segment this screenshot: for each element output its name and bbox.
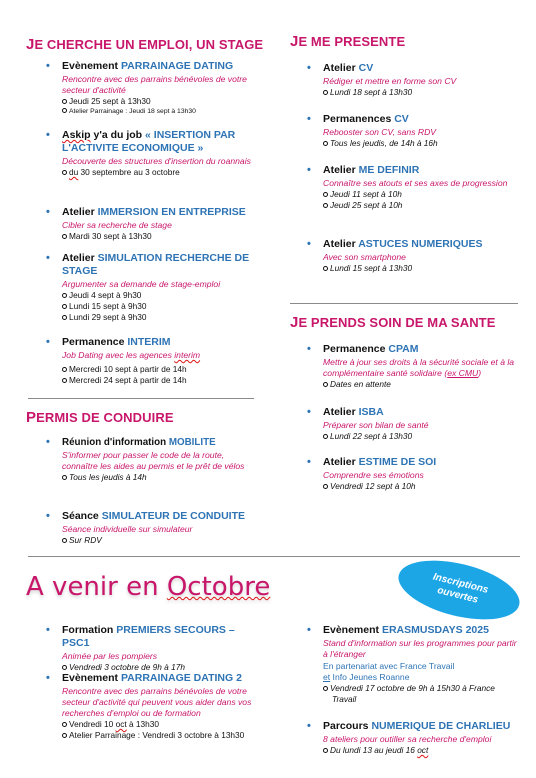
item-date: Tous les jeudis à 14h xyxy=(62,472,252,483)
item-description: Préparer son bilan de santé xyxy=(323,420,429,430)
item-date: Jeudi 25 sept à 13h30 xyxy=(62,96,252,107)
item-heading: Parcours NUMERIQUE DE CHARLIEU xyxy=(323,720,511,732)
item-heading: Permanence INTERIM xyxy=(62,336,171,348)
list-item xyxy=(46,206,252,242)
list-item xyxy=(307,343,519,390)
section-title-emploi: JE CHERCHE UN EMPLOI, UN STAGE xyxy=(26,36,264,53)
list-item xyxy=(46,510,252,546)
item-heading: Atelier ISBA xyxy=(323,406,384,418)
list-item xyxy=(307,456,518,492)
item-heading: Evènement PARRAINAGE DATING 2 xyxy=(62,672,242,684)
item-date: Lundi 29 sept à 9h30 xyxy=(62,312,252,323)
list-item xyxy=(46,336,252,386)
item-heading: Atelier ESTIME DE SOI xyxy=(323,456,437,468)
item-date: Atelier Parrainage : Vendredi 3 octobre à 13h30 xyxy=(62,730,258,741)
cmu-link[interactable]: ex CMU xyxy=(447,368,479,378)
item-heading: Atelier ME DEFINIR xyxy=(323,164,420,176)
item-description: Connaître ses atouts et ses axes de progression xyxy=(323,178,508,188)
item-heading: Séance SIMULATEUR DE CONDUITE xyxy=(62,510,246,522)
item-heading: Permanences CV xyxy=(323,113,409,125)
item-description: Séance individuelle sur simulateur xyxy=(62,524,193,534)
divider xyxy=(28,398,254,399)
item-heading: Réunion d'information MOBILITE xyxy=(62,437,216,448)
item-description: Comprendre ses émotions xyxy=(323,470,424,480)
bullet-icon: • xyxy=(46,510,50,522)
item-description: Stand d'information sur les programmes pour partir à l'étranger xyxy=(323,638,517,659)
item-heading: Atelier IMMERSION EN ENTREPRISE xyxy=(62,206,246,218)
list-item xyxy=(307,62,518,98)
item-heading: Atelier CV xyxy=(323,62,374,74)
item-description: Argumenter sa demande de stage-emploi xyxy=(62,279,221,289)
bullet-icon: • xyxy=(307,113,311,125)
item-date: Atelier Parrainage : Jeudi 18 sept à 13h30 xyxy=(62,107,252,117)
inscriptions-badge: Inscriptions ouvertes xyxy=(393,550,526,630)
item-description: Cibler sa recherche de stage xyxy=(62,220,172,230)
list-item xyxy=(307,720,519,756)
list-item xyxy=(46,624,258,673)
item-description: Découverte des structures d'insertion du roannais xyxy=(62,156,251,166)
item-date: Mercredi 24 sept à partir de 14h xyxy=(62,375,252,386)
item-date: Vendredi 10 oct à 13h30 xyxy=(62,719,258,730)
list-item xyxy=(46,252,252,323)
partner-link[interactable]: et xyxy=(323,672,331,682)
list-item xyxy=(46,60,252,117)
item-date: Lundi 15 sept à 9h30 xyxy=(62,301,252,312)
item-date: Lundi 15 sept à 13h30 xyxy=(323,263,518,274)
item-description: Animée par les pompiers xyxy=(62,651,158,661)
partner-line: En partenariat avec France Travail xyxy=(323,661,455,671)
item-description: Rebooster son CV, sans RDV xyxy=(323,127,437,137)
section-title-presente: JE ME PRESENTE xyxy=(290,33,406,50)
item-heading: Permanence CPAM xyxy=(323,343,419,355)
item-date: du 30 septembre au 3 octobre xyxy=(62,167,252,178)
item-date: Jeudi 25 sept à 10h xyxy=(323,200,518,211)
item-description: Rencontre avec des parrains bénévoles de votre secteur d'activité qui peuvent vous aider dans vos recherches d'emploi ou de formation xyxy=(62,686,252,718)
bullet-icon: • xyxy=(307,164,311,176)
list-item xyxy=(307,113,518,149)
item-date: Vendredi 12 sept à 10h xyxy=(323,481,518,492)
bullet-icon: • xyxy=(46,624,50,636)
item-date: Mardi 30 sept à 13h30 xyxy=(62,231,252,242)
item-description: Rencontre avec des parrains bénévoles de votre secteur d'activité xyxy=(62,74,247,95)
item-date: Sur RDV xyxy=(62,535,252,546)
item-date: Mercredi 10 sept à partir de 14h xyxy=(62,364,252,375)
bullet-icon: • xyxy=(46,252,50,264)
item-date: Lundi 18 sept à 13h30 xyxy=(323,87,518,98)
item-date: Jeudi 11 sept à 10h xyxy=(323,189,518,200)
item-date: Lundi 22 sept à 13h30 xyxy=(323,431,518,442)
bullet-icon: • xyxy=(307,720,311,732)
bullet-icon: • xyxy=(307,238,311,250)
item-heading: Atelier ASTUCES NUMERIQUES xyxy=(323,238,483,250)
bullet-icon: • xyxy=(307,456,311,468)
section-title-permis: PERMIS DE CONDUIRE xyxy=(26,409,174,426)
list-item xyxy=(307,238,518,274)
item-date: Tous les jeudis, de 14h à 16h xyxy=(323,138,518,149)
list-item xyxy=(307,164,518,211)
item-description: Mettre à jour ses droits à la sécurité sociale et à la complémentaire santé solidaire (ex CMU) xyxy=(323,357,515,378)
bullet-icon: • xyxy=(307,624,311,636)
item-heading: Evènement PARRAINAGE DATING xyxy=(62,60,234,72)
item-description: Job Dating avec les agences interim xyxy=(62,350,201,360)
item-description: S'informer pour passer le code de la route, connaître les aides au permis et le prêt de vélos xyxy=(62,450,245,471)
october-title: A venir en Octobre xyxy=(26,572,271,602)
partner-line: et Info Jeunes Roanne xyxy=(323,672,410,682)
item-date: Du lundi 13 au jeudi 16 oct xyxy=(323,745,519,756)
item-heading: Formation PREMIERS SECOURS – PSC1 xyxy=(62,624,235,649)
item-description: Avec son smartphone xyxy=(323,252,406,262)
bullet-icon: • xyxy=(46,336,50,348)
divider xyxy=(290,303,518,304)
bullet-icon: • xyxy=(46,60,50,72)
item-date: Jeudi 4 sept à 9h30 xyxy=(62,290,252,301)
item-description: Rédiger et mettre en forme son CV xyxy=(323,76,457,86)
bullet-icon: • xyxy=(307,406,311,418)
item-heading: Atelier SIMULATION RECHERCHE DE STAGE xyxy=(62,252,250,277)
list-item xyxy=(46,129,252,178)
list-item xyxy=(46,672,258,741)
list-item xyxy=(307,624,519,705)
item-heading: Evènement ERASMUSDAYS 2025 xyxy=(323,624,489,636)
item-description: 8 ateliers pour outiller sa recherche d'emploi xyxy=(323,734,492,744)
bullet-icon: • xyxy=(46,206,50,218)
divider xyxy=(28,556,520,557)
section-title-sante: JE PRENDS SOIN DE MA SANTE xyxy=(290,314,496,331)
item-date: Vendredi 17 octobre de 9h à 15h30 à France Travail xyxy=(323,683,519,705)
item-date: Dates en attente xyxy=(323,379,519,390)
list-item xyxy=(46,436,252,483)
bullet-icon: • xyxy=(307,62,311,74)
item-date: Vendredi 3 octobre de 9h à 17h xyxy=(62,662,258,673)
item-heading: Askip y'a du job « INSERTION PAR L'ACTIVITE ECONOMIQUE » xyxy=(62,129,236,154)
bullet-icon: • xyxy=(46,129,50,141)
list-item xyxy=(307,406,518,442)
bullet-icon: • xyxy=(307,343,311,355)
bullet-icon: • xyxy=(46,672,50,684)
bullet-icon: • xyxy=(46,436,50,448)
